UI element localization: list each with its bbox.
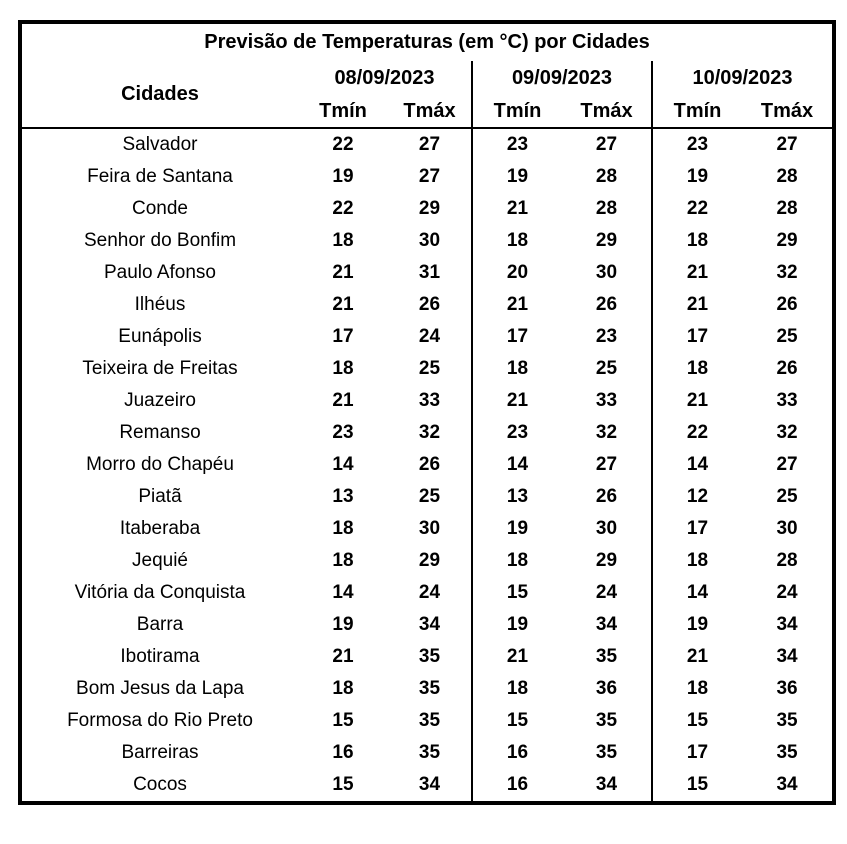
temp-value: 18 [332, 230, 354, 251]
temp-value: 21 [332, 646, 354, 667]
table-title: Previsão de Temperaturas (em °C) por Cidades [204, 31, 650, 53]
temp-value: 17 [652, 513, 742, 545]
temp-value: 22 [652, 193, 742, 225]
temp-value: 15 [472, 705, 562, 737]
temp-value: 21 [332, 294, 354, 315]
temp-value: 36 [595, 678, 618, 699]
temp-value: 18 [652, 225, 742, 257]
temp-value: 19 [332, 614, 354, 635]
temp-value: 21 [652, 289, 742, 321]
temp-value: 35 [418, 646, 441, 667]
city-name: Ilhéus [134, 294, 186, 315]
temp-value: 21 [472, 385, 562, 417]
temp-value: 31 [418, 262, 441, 283]
temp-value: 19 [652, 161, 742, 193]
temp-value: 18 [332, 550, 354, 571]
tmax-header-1: Tmáx [388, 95, 472, 128]
table-row [20, 417, 834, 449]
temp-value: 17 [652, 737, 742, 769]
city-name: Ibotirama [120, 646, 200, 667]
table-row [20, 193, 834, 225]
temp-value: 19 [472, 161, 562, 193]
temp-value: 26 [776, 358, 798, 379]
temp-value: 22 [332, 198, 354, 219]
temp-value: 29 [595, 550, 618, 571]
temp-value: 16 [472, 737, 562, 769]
temp-value: 15 [332, 774, 354, 795]
temp-value: 17 [332, 326, 354, 347]
temp-value: 24 [776, 582, 798, 603]
city-name: Teixeira de Freitas [82, 358, 238, 379]
temp-value: 32 [776, 262, 798, 283]
city-name: Piatã [138, 486, 182, 507]
temp-value: 26 [418, 294, 441, 315]
temp-value: 18 [652, 545, 742, 577]
temp-value: 27 [776, 134, 798, 155]
city-name: Eunápolis [118, 326, 202, 347]
temp-value: 32 [595, 422, 618, 443]
city-name: Vitória da Conquista [74, 582, 246, 603]
city-name: Feira de Santana [87, 166, 233, 187]
temp-value: 17 [472, 321, 562, 353]
table-row [20, 225, 834, 257]
temp-value: 21 [472, 193, 562, 225]
temp-value: 14 [332, 582, 354, 603]
temp-value: 21 [332, 262, 354, 283]
date-header-3: 10/09/2023 [652, 61, 834, 95]
city-name: Paulo Afonso [104, 262, 216, 283]
temp-value: 28 [776, 198, 798, 219]
temp-value: 30 [595, 518, 618, 539]
table-row [20, 545, 834, 577]
temp-value: 21 [472, 641, 562, 673]
temp-value: 33 [595, 390, 618, 411]
table-row [20, 513, 834, 545]
temp-value: 32 [776, 422, 798, 443]
date-header-2: 09/09/2023 [472, 61, 652, 95]
temp-value: 15 [472, 577, 562, 609]
temp-value: 22 [652, 417, 742, 449]
temp-value: 24 [595, 582, 618, 603]
city-name: Cocos [133, 774, 187, 795]
temp-value: 34 [776, 614, 798, 635]
table-row [20, 128, 834, 161]
temp-value: 18 [332, 518, 354, 539]
temp-value: 21 [472, 289, 562, 321]
temp-value: 23 [472, 128, 562, 161]
temp-value: 34 [418, 614, 441, 635]
temp-value: 35 [776, 710, 798, 731]
temp-value: 35 [595, 710, 618, 731]
temp-value: 30 [418, 518, 441, 539]
temp-value: 13 [332, 486, 354, 507]
temp-value: 28 [595, 198, 618, 219]
temp-value: 34 [776, 646, 798, 667]
temp-value: 15 [652, 769, 742, 803]
city-name: Barreiras [121, 742, 199, 763]
temp-value: 13 [472, 481, 562, 513]
temp-value: 35 [418, 710, 441, 731]
temp-value: 23 [332, 422, 354, 443]
temp-value: 21 [332, 390, 354, 411]
temp-value: 33 [418, 390, 441, 411]
temp-value: 19 [472, 609, 562, 641]
temp-value: 34 [418, 774, 441, 795]
temp-value: 14 [652, 449, 742, 481]
temp-value: 35 [776, 742, 798, 763]
temp-value: 14 [472, 449, 562, 481]
temp-value: 34 [776, 774, 798, 795]
table-row [20, 705, 834, 737]
table-row [20, 737, 834, 769]
temp-value: 27 [595, 134, 618, 155]
temp-value: 23 [652, 128, 742, 161]
temp-value: 35 [418, 742, 441, 763]
temp-value: 17 [652, 321, 742, 353]
table-row [20, 449, 834, 481]
temp-value: 25 [776, 486, 798, 507]
temp-value: 18 [472, 225, 562, 257]
temp-value: 25 [418, 358, 441, 379]
city-name: Jequié [132, 550, 188, 571]
temp-value: 20 [472, 257, 562, 289]
table-row [20, 577, 834, 609]
temp-value: 25 [595, 358, 618, 379]
temp-value: 14 [652, 577, 742, 609]
cities-column-header: Cidades [20, 61, 298, 128]
temp-value: 19 [332, 166, 354, 187]
date-header-row [20, 61, 834, 95]
table-row [20, 257, 834, 289]
table-row [20, 641, 834, 673]
temp-value: 28 [776, 166, 798, 187]
temp-value: 27 [595, 454, 618, 475]
temp-value: 12 [652, 481, 742, 513]
tmax-header-3: Tmáx [742, 95, 834, 128]
temp-value: 34 [595, 614, 618, 635]
temp-value: 18 [332, 358, 354, 379]
city-name: Morro do Chapéu [86, 454, 234, 475]
temp-value: 15 [332, 710, 354, 731]
table-row [20, 481, 834, 513]
city-name: Formosa do Rio Preto [67, 710, 253, 731]
table-row [20, 769, 834, 803]
table-body [20, 128, 834, 803]
temp-value: 30 [776, 518, 798, 539]
table-row [20, 609, 834, 641]
temp-value: 15 [652, 705, 742, 737]
temp-value: 19 [472, 513, 562, 545]
temp-value: 32 [418, 422, 441, 443]
city-name: Itaberaba [119, 518, 201, 539]
temp-value: 16 [332, 742, 354, 763]
temp-value: 18 [332, 678, 354, 699]
date-header-1: 08/09/2023 [334, 66, 435, 89]
temp-value: 21 [652, 641, 742, 673]
temp-value: 16 [472, 769, 562, 803]
table-row [20, 673, 834, 705]
temp-value: 18 [472, 353, 562, 385]
city-name: Remanso [119, 422, 201, 443]
temp-value: 24 [418, 582, 441, 603]
temp-value: 18 [472, 545, 562, 577]
temp-value: 35 [418, 678, 441, 699]
temp-value: 36 [776, 678, 798, 699]
table-row [20, 385, 834, 417]
temp-value: 25 [418, 486, 441, 507]
table-row [20, 353, 834, 385]
temp-value: 24 [418, 326, 441, 347]
temp-value: 26 [418, 454, 441, 475]
temp-value: 29 [418, 198, 441, 219]
tmin-header-3: Tmín [652, 95, 742, 128]
temp-value: 14 [332, 454, 354, 475]
temp-value: 35 [595, 742, 618, 763]
temp-value: 26 [595, 486, 618, 507]
temp-value: 23 [472, 417, 562, 449]
city-name: Barra [136, 614, 184, 635]
temp-value: 30 [418, 230, 441, 251]
temp-value: 19 [652, 609, 742, 641]
city-name: Conde [132, 198, 188, 219]
temp-value: 27 [776, 454, 798, 475]
tmin-header-1: Tmín [298, 95, 388, 128]
temp-value: 27 [418, 166, 441, 187]
temp-value: 18 [652, 673, 742, 705]
table-row [20, 321, 834, 353]
tmax-header-2: Tmáx [562, 95, 652, 128]
temp-value: 18 [472, 673, 562, 705]
temp-value: 28 [595, 166, 618, 187]
temp-value: 18 [652, 353, 742, 385]
temp-value: 22 [332, 134, 354, 155]
temp-value: 28 [776, 550, 798, 571]
city-name: Salvador [122, 134, 198, 155]
table-row [20, 289, 834, 321]
temp-value: 26 [595, 294, 618, 315]
temp-value: 26 [776, 294, 798, 315]
temp-value: 29 [418, 550, 441, 571]
temp-value: 25 [776, 326, 798, 347]
city-name: Senhor do Bonfim [83, 230, 237, 251]
tmin-header-2: Tmín [472, 95, 562, 128]
temp-value: 33 [776, 390, 798, 411]
table-header [20, 22, 834, 128]
title-row [20, 22, 834, 61]
temp-value: 35 [595, 646, 618, 667]
temperature-forecast-table [18, 20, 836, 805]
temp-value: 21 [652, 385, 742, 417]
temp-value: 29 [595, 230, 618, 251]
temp-value: 30 [595, 262, 618, 283]
table-row [20, 161, 834, 193]
temp-value: 34 [595, 774, 618, 795]
city-name: Juazeiro [124, 390, 196, 411]
city-name: Bom Jesus da Lapa [76, 678, 244, 699]
temp-value: 23 [595, 326, 618, 347]
temp-value: 29 [776, 230, 798, 251]
temp-value: 27 [418, 134, 441, 155]
temp-value: 21 [652, 257, 742, 289]
